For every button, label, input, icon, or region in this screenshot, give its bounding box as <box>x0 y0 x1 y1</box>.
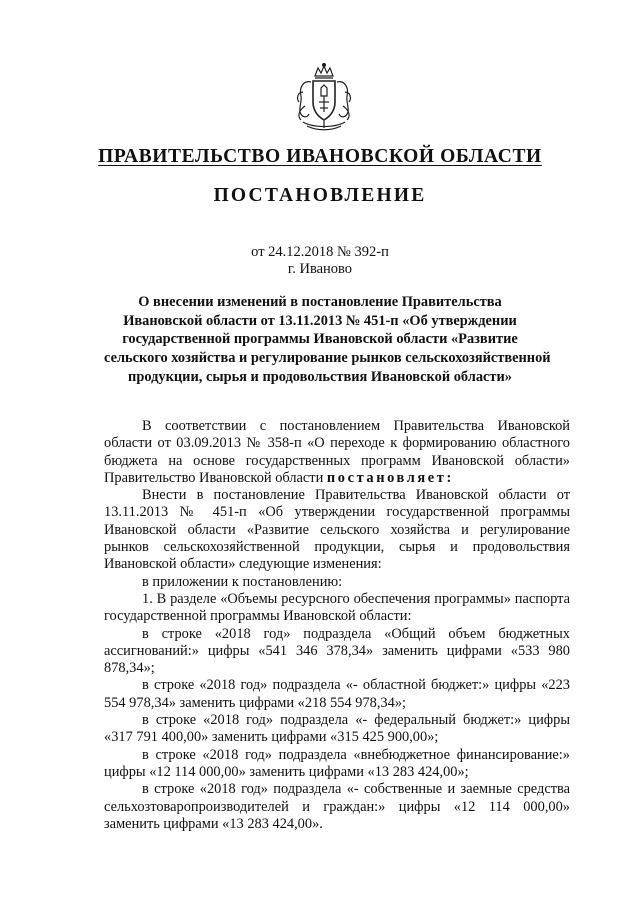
preamble-text: В соответствии с постановлением Правительства Ивановской области от 03.09.2013 № 358-п «О переходе к формированию областного бюджета на основе государственных программ Ивановской области» Правительство Ивановской области <box>104 418 570 486</box>
amendment-intro-paragraph: Внести в постановление Правительства Ивановской области от 13.11.2013 № 451-п «Об утверждении государственной программы Ивановской области «Развитие сельского хозяйства и регулирование рынков сельскохозяйственной продукции, сырья и продовольствия Ивановской области» следующие изменения: <box>104 487 570 573</box>
change-federal-paragraph: в строке «2018 год» подраздела «- федеральный бюджет:» цифры «317 791 400,00» заменить цифрами «315 425 900,00»; <box>104 712 570 746</box>
coat-of-arms-icon <box>291 62 357 132</box>
document-city: г. Иваново <box>287 261 353 277</box>
change-regional-paragraph: в строке «2018 год» подраздела «- областной бюджет:» цифры «223 554 978,34» заменить цифрами «218 554 978,34»; <box>104 677 570 711</box>
document-body <box>104 418 570 833</box>
annex-paragraph: в приложении к постановлению: <box>142 573 343 590</box>
change-own-funds-paragraph: в строке «2018 год» подраздела «- собственные и заемные средства сельхозтоваропроизводителей и граждан:» цифры «12 114 000,00» заменить цифрами «13 283 424,00». <box>104 781 570 832</box>
document-subject <box>104 293 551 387</box>
preamble-paragraph <box>104 418 570 487</box>
document-type: ПОСТАНОВЛЕНИЕ <box>213 185 427 206</box>
subject-line: сельского хозяйства и регулирование рынков сельскохозяйственной <box>104 350 551 367</box>
subject-line: государственной программы Ивановской области «Развитие <box>122 331 518 348</box>
subject-line: продукции, сырья и продовольствия Ивановской области» <box>128 368 512 385</box>
subject-line: О внесении изменений в постановление Правительства <box>138 294 502 310</box>
subject-line: Ивановской области от 13.11.2013 № 451-п «Об утверждении <box>123 312 517 329</box>
section-1-paragraph: 1. В разделе «Объемы ресурсного обеспечения программы» паспорта государственной программы Ивановской области: <box>104 590 570 625</box>
resolves-word: постановляет: <box>326 469 454 486</box>
change-extrabudgetary-paragraph: в строке «2018 год» подраздела «внебюджетное финансирование:» цифры «12 114 000,00» заменить цифрами «13 283 424,00»; <box>104 746 570 780</box>
change-total-paragraph: в строке «2018 год» подраздела «Общий объем бюджетных ассигнований:» цифры «541 346 378,34» заменить цифрами «533 980 878,34»; <box>104 625 570 677</box>
document-date-number: от 24.12.2018 № 392-п <box>251 244 389 260</box>
government-title: ПРАВИТЕЛЬСТВО ИВАНОВСКОЙ ОБЛАСТИ <box>98 146 542 167</box>
